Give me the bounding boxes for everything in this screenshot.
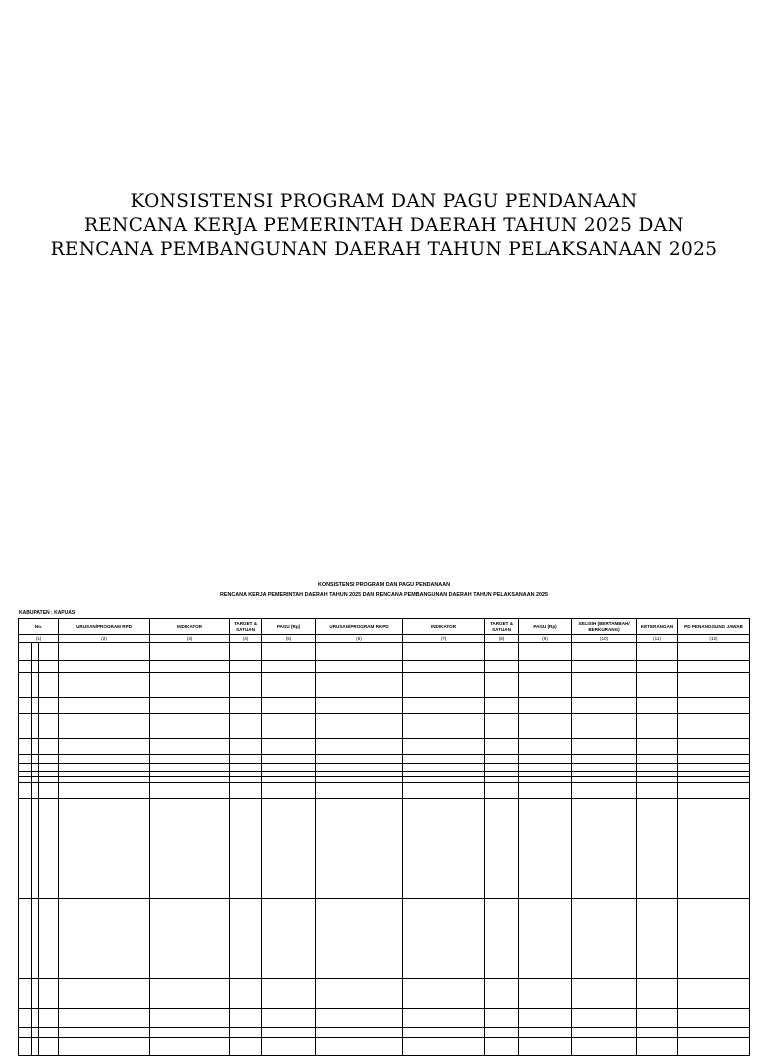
- table-cell: [19, 755, 32, 764]
- table-cell: [39, 979, 59, 1009]
- table-cell: [678, 755, 750, 764]
- table-cell: [150, 899, 230, 979]
- table-row: [19, 899, 750, 979]
- table-cell: [39, 661, 59, 673]
- table-cell: [678, 979, 750, 1009]
- table-cell: [519, 764, 572, 772]
- table-cell: [678, 764, 750, 772]
- column-number-cell: (4): [230, 635, 262, 643]
- table-cell: [519, 899, 572, 979]
- table-cell: [485, 698, 519, 714]
- table-cell: [32, 1009, 39, 1028]
- table-cell: [262, 979, 316, 1009]
- table-row: [19, 1028, 750, 1038]
- column-number-cell: (6): [316, 635, 403, 643]
- table-cell: [637, 783, 678, 799]
- table-cell: [19, 979, 32, 1009]
- table-cell: [150, 979, 230, 1009]
- table-cell: [572, 643, 637, 661]
- table-cell: [403, 1009, 485, 1028]
- table-cell: [32, 764, 39, 772]
- table-row: [19, 698, 750, 714]
- column-number-cell: (8): [485, 635, 519, 643]
- table-cell: [39, 783, 59, 799]
- table-cell: [59, 1028, 150, 1038]
- table-cell: [316, 799, 403, 899]
- table-cell: [485, 643, 519, 661]
- header-cell: INDIKATOR: [150, 619, 230, 635]
- table-cell: [519, 698, 572, 714]
- table-cell: [637, 1009, 678, 1028]
- table-cell: [572, 739, 637, 755]
- table-cell: [485, 1038, 519, 1056]
- table-cell: [32, 1038, 39, 1056]
- table-cell: [230, 755, 262, 764]
- column-number-cell: (12): [678, 635, 750, 643]
- table-cell: [519, 979, 572, 1009]
- table-cell: [485, 755, 519, 764]
- header-cell: PD PENANGGUNG JAWAB: [678, 619, 750, 635]
- table-cell: [262, 764, 316, 772]
- table-cell: [39, 899, 59, 979]
- table-cell: [262, 1038, 316, 1056]
- table-cell: [403, 979, 485, 1009]
- header-cell: URUSAN/PROGRAM RPD: [59, 619, 150, 635]
- column-number-cell: (10): [572, 635, 637, 643]
- table-cell: [678, 739, 750, 755]
- table-cell: [230, 764, 262, 772]
- table-cell: [572, 764, 637, 772]
- table-cell: [32, 714, 39, 739]
- table-cell: [519, 739, 572, 755]
- table-cell: [572, 1028, 637, 1038]
- table-cell: [59, 714, 150, 739]
- table-row: [19, 783, 750, 799]
- table-row: [19, 739, 750, 755]
- consistency-table: [18, 618, 750, 1056]
- table-cell: [19, 899, 32, 979]
- table-cell: [485, 764, 519, 772]
- table-cell: [32, 643, 39, 661]
- table-cell: [39, 799, 59, 899]
- table-row: [19, 764, 750, 772]
- table-cell: [316, 698, 403, 714]
- table-cell: [316, 1028, 403, 1038]
- table-cell: [519, 783, 572, 799]
- table-cell: [39, 1028, 59, 1038]
- table-cell: [678, 698, 750, 714]
- table-row: [19, 755, 750, 764]
- table-cell: [19, 1028, 32, 1038]
- table-cell: [678, 673, 750, 698]
- table-cell: [572, 783, 637, 799]
- table-cell: [678, 714, 750, 739]
- table-cell: [262, 799, 316, 899]
- table-cell: [262, 1009, 316, 1028]
- form-title-2: RENCANA KERJA PEMERINTAH DAERAH TAHUN 2025 DAN RENCANA PEMBANGUNAN DAERAH TAHUN PELAKSANAAN 2025: [220, 592, 548, 598]
- table-cell: [39, 673, 59, 698]
- table-cell: [59, 698, 150, 714]
- table-cell: [316, 783, 403, 799]
- table-cell: [519, 755, 572, 764]
- table-cell: [316, 643, 403, 661]
- table-cell: [637, 799, 678, 899]
- table-cell: [150, 799, 230, 899]
- table-cell: [519, 714, 572, 739]
- table-cell: [678, 783, 750, 799]
- table-cell: [572, 755, 637, 764]
- title-line-2: RENCANA KERJA PEMERINTAH DAERAH TAHUN 2025 DAN: [84, 215, 684, 236]
- header-cell: SELISIH (BERTAMBAH/ BERKURANG): [572, 619, 637, 635]
- table-cell: [572, 1038, 637, 1056]
- table-cell: [19, 1009, 32, 1028]
- table-cell: [59, 764, 150, 772]
- table-cell: [32, 899, 39, 979]
- table-row: [19, 979, 750, 1009]
- table-cell: [572, 899, 637, 979]
- table-cell: [637, 979, 678, 1009]
- header-cell: INDIKATOR: [403, 619, 485, 635]
- table-cell: [316, 899, 403, 979]
- table-cell: [572, 673, 637, 698]
- table-cell: [59, 899, 150, 979]
- table-cell: [262, 755, 316, 764]
- table-row: [19, 1038, 750, 1056]
- header-cell: PAGU (Rp): [262, 619, 316, 635]
- table-cell: [637, 673, 678, 698]
- table-cell: [637, 899, 678, 979]
- table-cell: [39, 755, 59, 764]
- header-cell: URUSAN/PROGRAM RKPD: [316, 619, 403, 635]
- table-cell: [230, 739, 262, 755]
- table-cell: [316, 764, 403, 772]
- header-row: [19, 619, 750, 635]
- table-cell: [59, 1038, 150, 1056]
- table-cell: [59, 755, 150, 764]
- table-row: [19, 1009, 750, 1028]
- table-cell: [19, 1038, 32, 1056]
- table-cell: [19, 783, 32, 799]
- table-cell: [19, 661, 32, 673]
- table-cell: [230, 1028, 262, 1038]
- table-cell: [32, 755, 39, 764]
- table-cell: [59, 1009, 150, 1028]
- table-cell: [39, 714, 59, 739]
- table-cell: [572, 799, 637, 899]
- table-cell: [485, 799, 519, 899]
- column-number-cell: (3): [150, 635, 230, 643]
- table-cell: [150, 643, 230, 661]
- column-number-cell: (7): [403, 635, 485, 643]
- table-cell: [39, 739, 59, 755]
- table-cell: [316, 673, 403, 698]
- table-cell: [485, 1028, 519, 1038]
- table-cell: [572, 714, 637, 739]
- table-cell: [32, 799, 39, 899]
- table-cell: [230, 899, 262, 979]
- table-cell: [19, 714, 32, 739]
- title-line-3: RENCANA PEMBANGUNAN DAERAH TAHUN PELAKSANAAN 2025: [50, 239, 718, 260]
- table-cell: [316, 661, 403, 673]
- table-cell: [485, 899, 519, 979]
- table-cell: [19, 698, 32, 714]
- table-cell: [403, 755, 485, 764]
- column-number-cell: (11): [637, 635, 678, 643]
- table-cell: [39, 1038, 59, 1056]
- table-cell: [637, 1038, 678, 1056]
- region-label: KABUPATEN : KAPUAS: [19, 610, 76, 616]
- table-cell: [230, 698, 262, 714]
- title-line-1: KONSISTENSI PROGRAM DAN PAGU PENDANAAN: [130, 191, 638, 212]
- table-cell: [572, 661, 637, 673]
- table-cell: [19, 799, 32, 899]
- table-cell: [403, 799, 485, 899]
- table-cell: [19, 764, 32, 772]
- table-cell: [485, 783, 519, 799]
- table-cell: [678, 643, 750, 661]
- header-cell: PAGU (Rp): [519, 619, 572, 635]
- table-cell: [519, 661, 572, 673]
- table-cell: [59, 643, 150, 661]
- table-cell: [572, 698, 637, 714]
- table-cell: [403, 1038, 485, 1056]
- table-cell: [678, 661, 750, 673]
- table-cell: [262, 643, 316, 661]
- table-row: [19, 673, 750, 698]
- table-cell: [150, 764, 230, 772]
- table-cell: [572, 979, 637, 1009]
- table-cell: [39, 698, 59, 714]
- table-cell: [39, 764, 59, 772]
- table-cell: [403, 714, 485, 739]
- table-cell: [637, 643, 678, 661]
- column-number-cell: (5): [262, 635, 316, 643]
- column-number-cell: (9): [519, 635, 572, 643]
- table-cell: [32, 1028, 39, 1038]
- table-cell: [39, 643, 59, 661]
- table-cell: [19, 643, 32, 661]
- table-cell: [316, 739, 403, 755]
- table-cell: [32, 698, 39, 714]
- table-row: [19, 714, 750, 739]
- table-cell: [230, 673, 262, 698]
- table-cell: [230, 783, 262, 799]
- table-cell: [519, 1038, 572, 1056]
- table-cell: [262, 739, 316, 755]
- column-number-cell: (2): [59, 635, 150, 643]
- header-cell: TARGET & SATUAN: [485, 619, 519, 635]
- table-cell: [519, 673, 572, 698]
- table-cell: [59, 739, 150, 755]
- table-cell: [39, 1009, 59, 1028]
- table-cell: [262, 698, 316, 714]
- table-cell: [150, 1028, 230, 1038]
- column-number-row: [19, 635, 750, 643]
- table-cell: [32, 979, 39, 1009]
- table-cell: [150, 739, 230, 755]
- table-cell: [403, 1028, 485, 1038]
- table-cell: [485, 714, 519, 739]
- table-cell: [19, 673, 32, 698]
- table-cell: [230, 661, 262, 673]
- table-cell: [637, 661, 678, 673]
- table-cell: [403, 739, 485, 755]
- table-cell: [403, 673, 485, 698]
- table-cell: [519, 1028, 572, 1038]
- table-cell: [150, 714, 230, 739]
- table-cell: [59, 783, 150, 799]
- table-cell: [230, 979, 262, 1009]
- table-cell: [262, 714, 316, 739]
- document-title: [0, 190, 768, 262]
- table-cell: [150, 755, 230, 764]
- table-cell: [262, 673, 316, 698]
- table-cell: [637, 764, 678, 772]
- table-cell: [150, 661, 230, 673]
- table-cell: [678, 1038, 750, 1056]
- table-cell: [678, 1028, 750, 1038]
- table-cell: [403, 661, 485, 673]
- header-cell: TARGET & SATUAN: [230, 619, 262, 635]
- table-cell: [572, 1009, 637, 1028]
- table-cell: [230, 799, 262, 899]
- table-cell: [150, 698, 230, 714]
- table-cell: [678, 1009, 750, 1028]
- table-cell: [637, 739, 678, 755]
- table-cell: [150, 1009, 230, 1028]
- table-cell: [637, 714, 678, 739]
- table-cell: [19, 739, 32, 755]
- table-cell: [485, 979, 519, 1009]
- table-cell: [316, 1009, 403, 1028]
- table-cell: [678, 899, 750, 979]
- header-cell: KETERANGAN: [637, 619, 678, 635]
- header-cell: No.: [19, 619, 59, 635]
- table-cell: [403, 764, 485, 772]
- table-cell: [150, 783, 230, 799]
- column-number-cell: (1): [19, 635, 59, 643]
- table-row: [19, 799, 750, 899]
- table-cell: [262, 1028, 316, 1038]
- table-cell: [59, 661, 150, 673]
- table-cell: [32, 739, 39, 755]
- table-cell: [150, 673, 230, 698]
- table-cell: [230, 1038, 262, 1056]
- table-cell: [403, 783, 485, 799]
- table-cell: [316, 979, 403, 1009]
- table-cell: [32, 673, 39, 698]
- table-cell: [316, 755, 403, 764]
- table-cell: [403, 698, 485, 714]
- table-cell: [32, 783, 39, 799]
- table-cell: [230, 714, 262, 739]
- table-cell: [403, 899, 485, 979]
- table-row: [19, 661, 750, 673]
- table-cell: [150, 1038, 230, 1056]
- table-cell: [403, 643, 485, 661]
- table-cell: [637, 698, 678, 714]
- table-cell: [637, 755, 678, 764]
- table-cell: [316, 714, 403, 739]
- table-cell: [230, 1009, 262, 1028]
- table-cell: [230, 643, 262, 661]
- table-cell: [262, 783, 316, 799]
- table-cell: [485, 661, 519, 673]
- table-cell: [519, 799, 572, 899]
- table-cell: [519, 1009, 572, 1028]
- table-cell: [316, 1038, 403, 1056]
- table-cell: [32, 661, 39, 673]
- table-cell: [485, 739, 519, 755]
- table-cell: [485, 673, 519, 698]
- table-cell: [59, 673, 150, 698]
- table-cell: [262, 661, 316, 673]
- table-row: [19, 643, 750, 661]
- table-cell: [59, 979, 150, 1009]
- table-cell: [678, 799, 750, 899]
- table-cell: [485, 1009, 519, 1028]
- table-cell: [519, 643, 572, 661]
- table-cell: [59, 799, 150, 899]
- form-title-1: KONSISTENSI PROGRAM DAN PAGU PENDANAAN: [318, 582, 450, 588]
- table-cell: [262, 899, 316, 979]
- table-cell: [637, 1028, 678, 1038]
